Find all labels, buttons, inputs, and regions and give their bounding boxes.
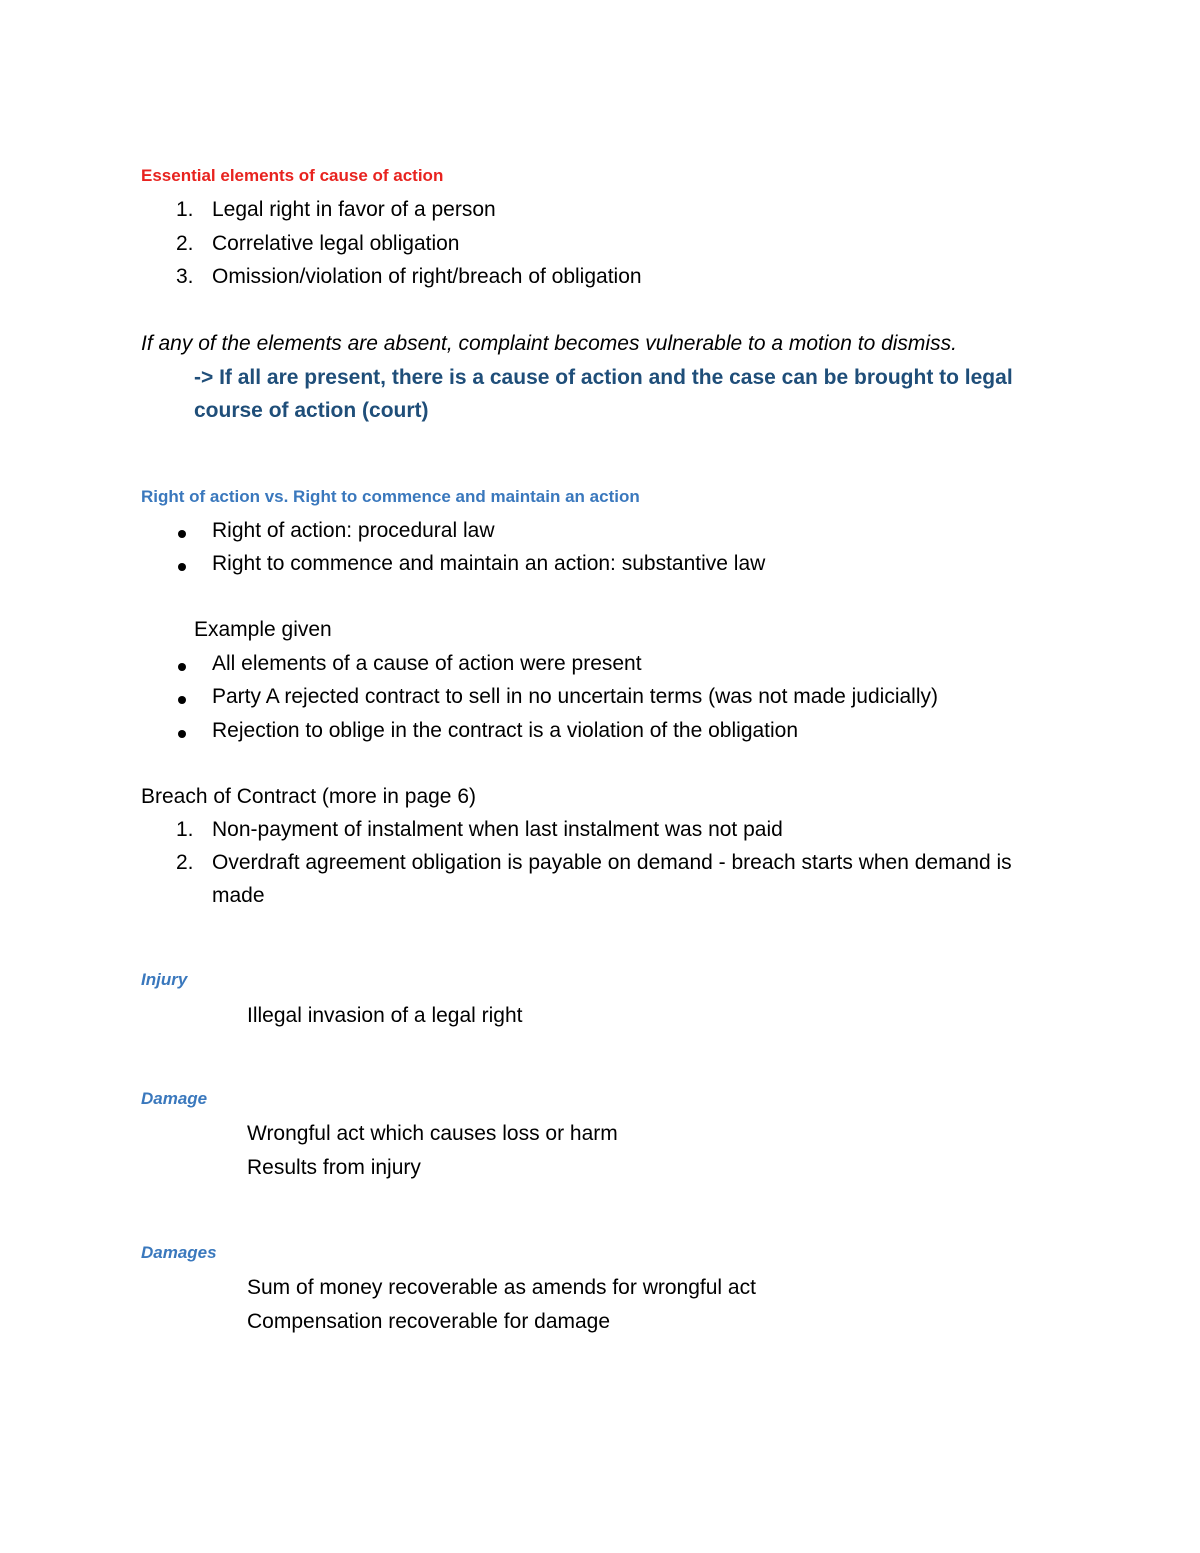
- heading-essential-elements: Essential elements of cause of action: [141, 166, 444, 185]
- heading-injury: Injury: [141, 970, 188, 989]
- list-item: Party A rejected contract to sell in no uncertain terms (was not made judicially): [212, 685, 938, 708]
- bullet-icon: [178, 563, 186, 571]
- list-item: Omission/violation of right/breach of obligation: [212, 265, 642, 288]
- list-number: 2.: [176, 851, 194, 874]
- definition-line: Illegal invasion of a legal right: [247, 1004, 523, 1027]
- definition-line: Sum of money recoverable as amends for wrongful act: [247, 1276, 756, 1299]
- note-italic: If any of the elements are absent, complaint becomes vulnerable to a motion to dismiss.: [141, 332, 957, 355]
- list-number: 1.: [176, 198, 194, 221]
- bullet-icon: [178, 730, 186, 738]
- heading-breach-of-contract: Breach of Contract (more in page 6): [141, 785, 476, 808]
- list-item: Non-payment of instalment when last instalment was not paid: [212, 818, 783, 841]
- list-number: 2.: [176, 232, 194, 255]
- list-item-continuation: made: [212, 884, 265, 907]
- heading-right-of-action: Right of action vs. Right to commence and maintain an action: [141, 487, 640, 506]
- definition-line: Wrongful act which causes loss or harm: [247, 1122, 618, 1145]
- definition-line: Compensation recoverable for damage: [247, 1310, 611, 1333]
- list-item: All elements of a cause of action were present: [212, 652, 642, 675]
- list-item: Correlative legal obligation: [212, 232, 460, 255]
- conclusion-line: -> If all are present, there is a cause of action and the case can be brought to legal: [194, 366, 1013, 389]
- list-number: 3.: [176, 265, 194, 288]
- conclusion-line: course of action (court): [194, 399, 429, 422]
- bullet-icon: [178, 696, 186, 704]
- bullet-icon: [178, 663, 186, 671]
- list-item: Overdraft agreement obligation is payable on demand - breach starts when demand is: [212, 851, 1012, 874]
- definition-line: Results from injury: [247, 1156, 421, 1179]
- bullet-icon: [178, 530, 186, 538]
- list-item: Legal right in favor of a person: [212, 198, 496, 221]
- list-item: Right of action: procedural law: [212, 519, 495, 542]
- list-item: Right to commence and maintain an action: substantive law: [212, 552, 766, 575]
- list-number: 1.: [176, 818, 194, 841]
- heading-damages: Damages: [141, 1243, 217, 1262]
- heading-damage: Damage: [141, 1089, 208, 1108]
- list-item: Rejection to oblige in the contract is a violation of the obligation: [212, 719, 799, 742]
- example-label: Example given: [194, 618, 332, 641]
